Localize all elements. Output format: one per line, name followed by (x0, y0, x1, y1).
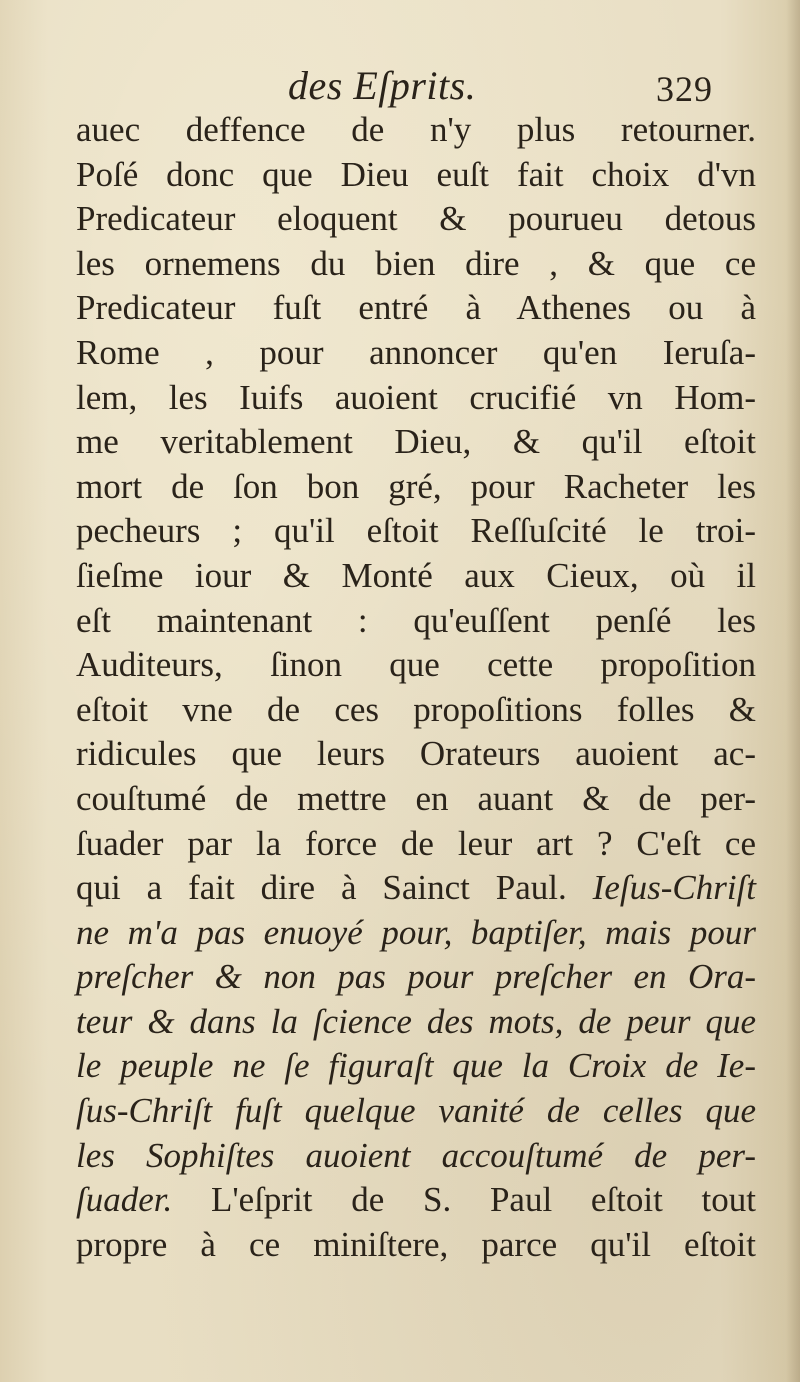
text-line: ſuader par la force de leur art ? C'eſt ce (76, 823, 756, 863)
text-line: pecheurs ; qu'il eſtoit Reſſuſcité le troi- (76, 511, 756, 551)
text-line-mixed (76, 866, 756, 911)
text-line-italic: preſcher & non pas pour preſcher en Ora- (76, 957, 756, 997)
text-line: Predicateur fuſt entré à Athenes ou à (76, 288, 756, 328)
roman-segment: L'eſprit de S. Paul eſtoit tout (172, 1180, 756, 1220)
roman-segment: qui a fait dire à Sainct Paul. (76, 868, 593, 908)
text-line: Poſé donc que Dieu euſt fait choix d'vn (76, 154, 756, 194)
text-line: les ornemens du bien dire , & que ce (76, 243, 756, 283)
text-line: couſtumé de mettre en auant & de per- (76, 778, 756, 818)
text-line: auec deffence de n'y plus retourner. (76, 110, 756, 149)
text-line-italic: le peuple ne ſe figuraſt que la Croix de Ie- (76, 1046, 756, 1086)
text-line-italic: ne m'a pas enuoyé pour, baptiſer, mais pour (76, 912, 756, 952)
italic-segment: ſuader. (76, 1180, 173, 1220)
page-number: 329 (656, 69, 713, 109)
text-line: Auditeurs, ſinon que cette propoſition (76, 645, 756, 685)
text-line: me veritablement Dieu, & qu'il eſtoit (76, 422, 756, 462)
text-line: lem, les Iuifs auoient crucifié vn Hom- (76, 377, 756, 417)
text-line-italic: ſus-Chriſt fuſt quelque vanité de celles que (76, 1091, 756, 1131)
page-edge-shadow (786, 0, 800, 1382)
text-line: Predicateur eloquent & pourueu detous (76, 199, 756, 239)
text-line-italic: teur & dans la ſcience des mots, de peur que (76, 1001, 756, 1041)
text-line: Rome , pour annoncer qu'en Ieruſa- (76, 332, 756, 372)
text-line-mixed (76, 1178, 756, 1223)
text-line: propre à ce miniſtere, parce qu'il eſtoit (76, 1224, 756, 1264)
text-line: ridicules que leurs Orateurs auoient ac- (76, 734, 756, 774)
text-line: eſt maintenant : qu'euſſent penſé les (76, 600, 756, 640)
text-line: eſtoit vne de ces propoſitions folles & (76, 689, 756, 729)
body-text (76, 108, 756, 1267)
text-line: mort de ſon bon gré, pour Racheter les (76, 466, 756, 506)
text-line-italic: les Sophiſtes auoient accouſtumé de per- (76, 1135, 756, 1175)
text-line: ſieſme iour & Monté aux Cieux, où il (76, 555, 756, 595)
italic-segment: Ieſus-Chriſt (592, 868, 756, 908)
running-title: des Eſprits. (288, 63, 477, 108)
